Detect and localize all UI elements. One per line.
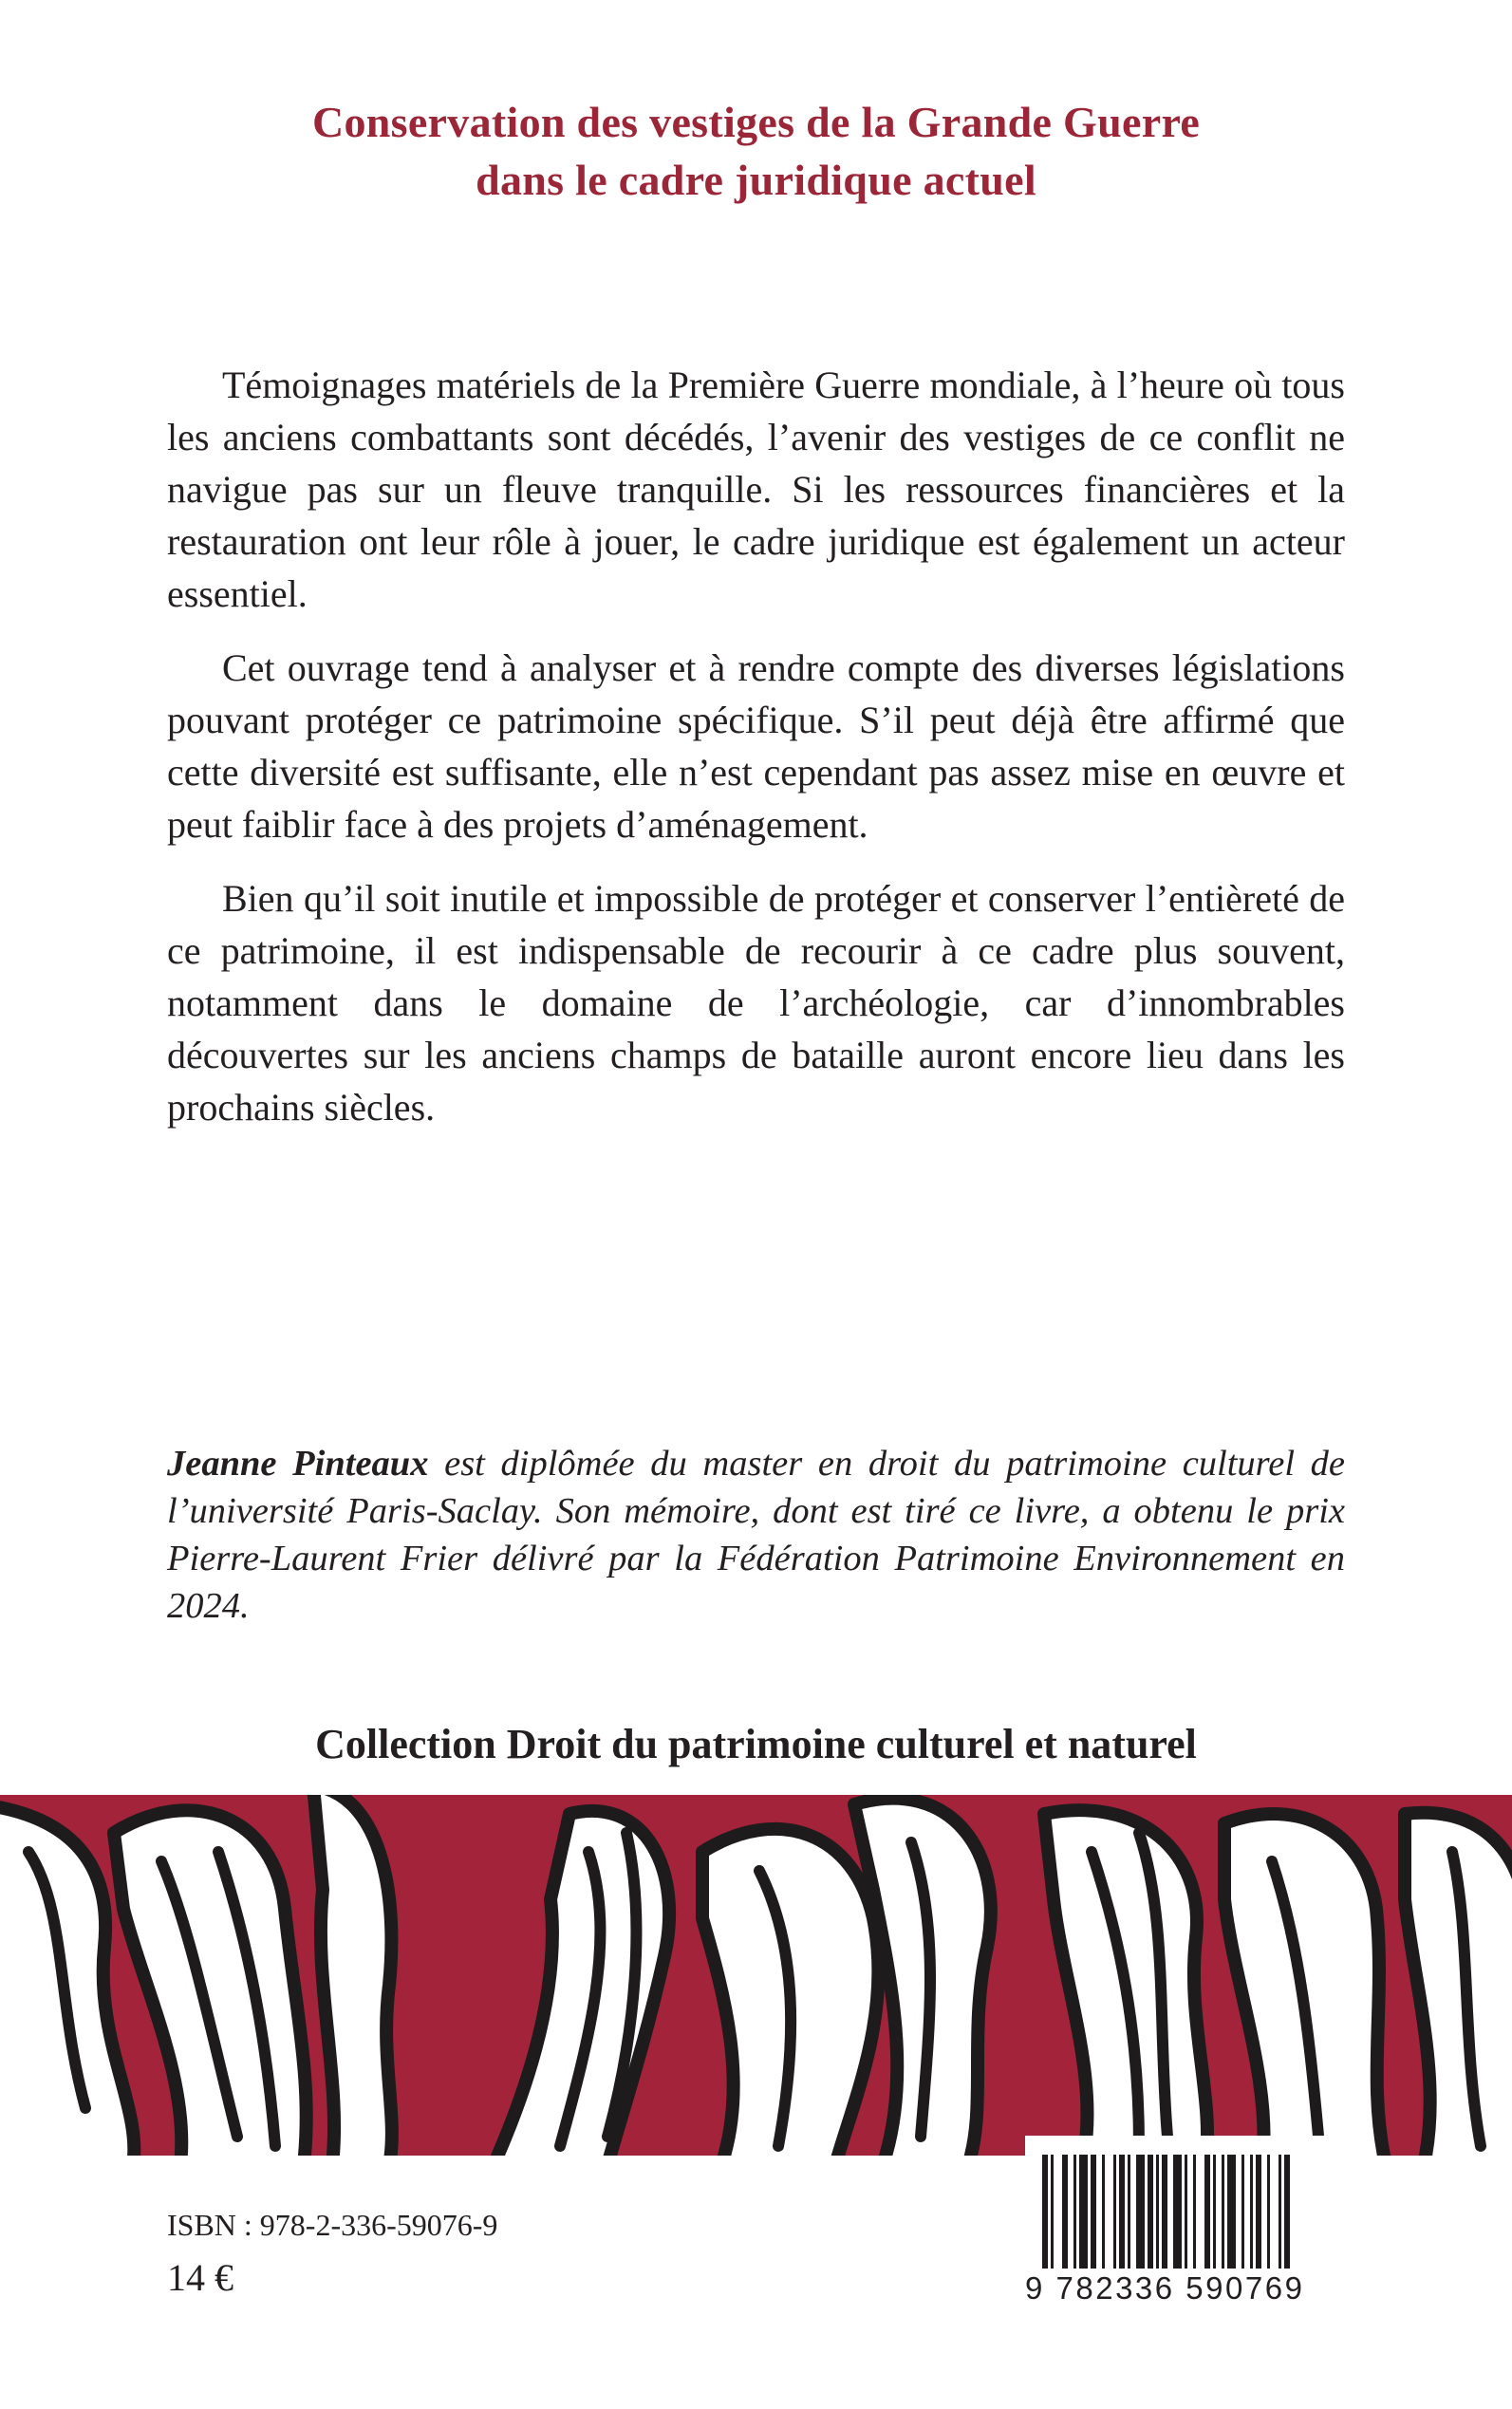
collection-name: Collection Droit du patrimoine culturel et naturel xyxy=(315,1721,1197,1767)
author-bio-text: est diplômée du master en droit du patrimoine culturel de l’université Paris-Saclay. Son mémoire, dont est tiré ce livre, a obtenu le prix Pierre-Laurent Frier délivré par la Fédération Patrimoine Environnement en 2024. xyxy=(167,1444,1345,1626)
blurb xyxy=(167,359,1345,1155)
title-line-2: dans le cadre juridique actuel xyxy=(476,156,1036,204)
barcode-digits: 9 782336 590769 xyxy=(1025,2270,1305,2306)
barcode xyxy=(1025,2136,1343,2308)
author-name: Jeanne Pinteaux xyxy=(167,1444,429,1484)
figures-illustration xyxy=(0,1795,1512,2156)
book-title xyxy=(0,93,1512,209)
blurb-paragraph: Bien qu’il soit inutile et impossible de protéger et conserver l’entièreté de ce patrimoine, il est indispensable de recourir à ce cadre plus souvent, notamment dans le domaine de l’archéologie, car d’innombrables découvertes sur les anciens champs de bataille auront encore lieu dans les prochains siècles. xyxy=(167,877,1345,1129)
cover-artwork xyxy=(0,1795,1512,2156)
author-bio xyxy=(167,1440,1345,1630)
blurb-paragraph: Cet ouvrage tend à analyser et à rendre compte des diverses législations pouvant protéger ce patrimoine spécifique. S’il peut déjà être affirmé que cette diversité est suffisante, elle n’est cependant pas assez mise en œuvre et peut faiblir face à des projets d’aménagement. xyxy=(167,646,1345,846)
isbn: ISBN : 978-2-336-59076-9 xyxy=(167,2208,498,2242)
price: 14 € xyxy=(167,2256,233,2299)
title-line-1: Conservation des vestiges de la Grande Guerre xyxy=(311,98,1201,146)
barcode-bars xyxy=(1025,2136,1343,2278)
blurb-paragraph: Témoignages matériels de la Première Guerre mondiale, à l’heure où tous les anciens combattants sont décédés, l’avenir des vestiges de ce conflit ne navigue pas sur un fleuve tranquille. Si les ressources financières et la restauration ont leur rôle à jouer, le cadre juridique est également un acteur essentiel. xyxy=(167,364,1345,615)
